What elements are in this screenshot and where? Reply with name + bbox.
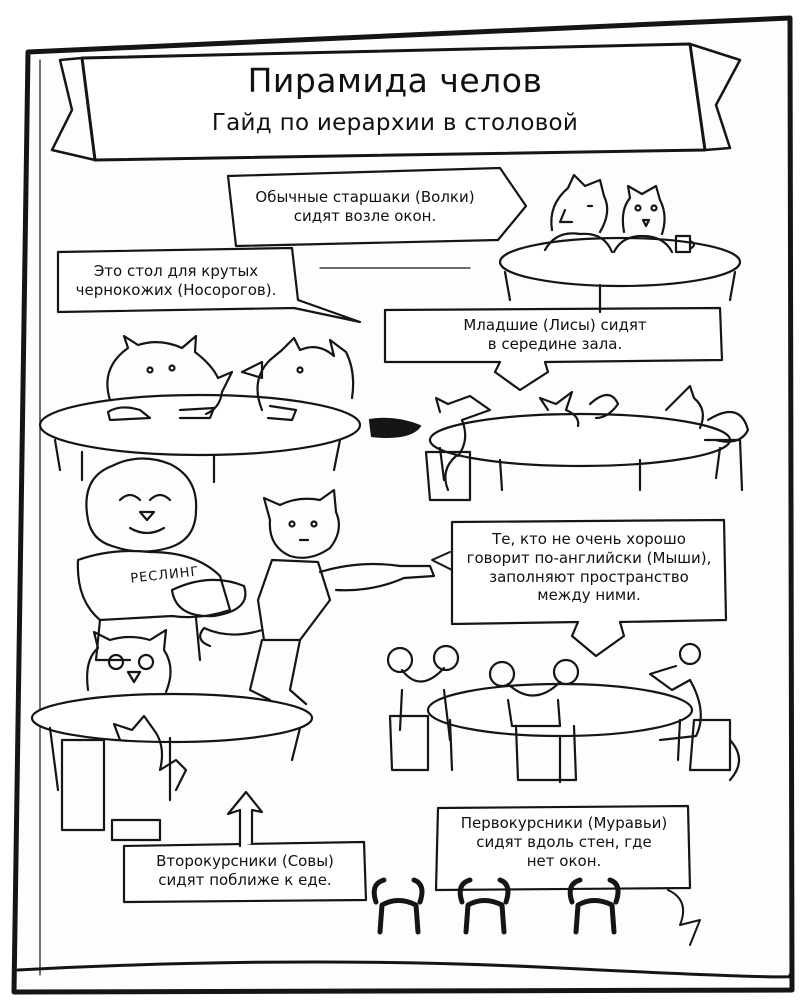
- foxes-caption: [395, 316, 715, 354]
- owls-caption-line: Второкурсники (Совы): [156, 852, 334, 870]
- mice-caption-line: говорит по-английски (Мыши),: [466, 548, 712, 567]
- owls-caption-line: сидят поближе к еде.: [158, 870, 332, 889]
- wolves-caption-line: Обычные старшаки (Волки): [255, 188, 475, 206]
- ants-caption-line: сидят вдоль стен, где: [476, 832, 652, 851]
- owls-caption: [128, 852, 362, 890]
- shirt-label: РЕСЛИНГ: [129, 564, 201, 587]
- rhinos-caption-line: чернокожих (Носорогов).: [75, 280, 277, 299]
- foxes-caption-line: в середине зала.: [487, 334, 623, 353]
- page-title: Пирамида челов: [247, 61, 543, 100]
- mice-caption: [456, 530, 722, 605]
- mice-caption-line: между ними.: [537, 586, 641, 605]
- ants-caption: [442, 814, 686, 870]
- ants-caption-line: нет окон.: [526, 851, 602, 870]
- title-block: [160, 60, 630, 138]
- mice-caption-line: Те, кто не очень хорошо: [492, 530, 686, 548]
- rhinos-caption-line: Это стол для крутых: [93, 262, 259, 280]
- mice-caption-line: заполняют пространство: [489, 567, 689, 586]
- wolves-caption-line: сидят возле окон.: [293, 206, 437, 225]
- ants-caption-line: Первокурсники (Муравьи): [460, 814, 668, 832]
- page-subtitle: Гайд по иерархии в столовой: [211, 110, 579, 137]
- rhinos-caption: [62, 262, 290, 300]
- wolves-caption: [240, 188, 490, 226]
- foxes-caption-line: Младшие (Лисы) сидят: [463, 316, 647, 334]
